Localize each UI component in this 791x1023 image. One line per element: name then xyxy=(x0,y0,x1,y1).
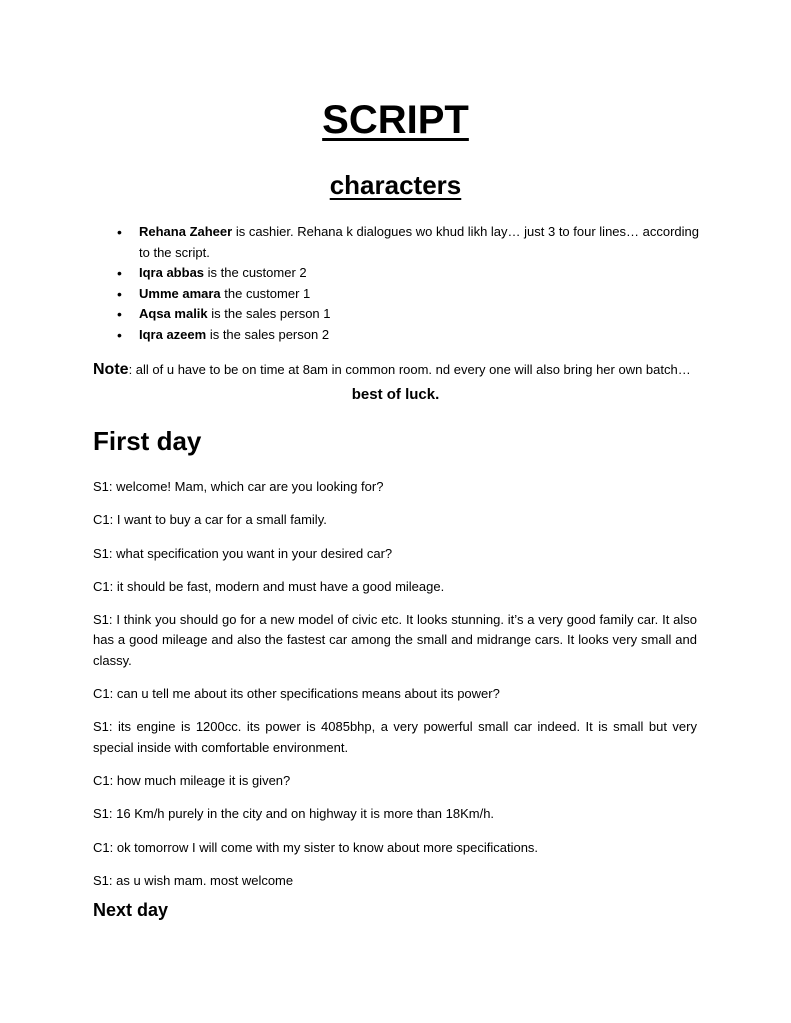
character-desc: is the sales person 1 xyxy=(207,306,331,321)
dialogue-line: C1: how much mileage it is given? xyxy=(93,772,291,788)
subtitle-text: characters xyxy=(329,170,462,200)
list-item xyxy=(139,325,699,346)
character-desc: is the sales person 2 xyxy=(206,326,330,342)
dialogue-line: S1: what specification you want in your desired car? xyxy=(93,545,393,561)
dialogue-line: S1: I think you should go for a new model of civic etc. It looks stunning. it’s a very good family car. It also has a good mileage and also the fastest car among the small and midrange cars. It looks very small and classy. xyxy=(93,612,697,668)
dialogue-section xyxy=(93,477,697,904)
dialogue-line: S1: 16 Km/h purely in the city and on highway it is more than 18Km/h. xyxy=(93,806,495,822)
list-item xyxy=(139,284,699,305)
note-label: Note xyxy=(93,361,129,378)
best-of-luck: best of luck. xyxy=(351,386,440,403)
character-desc: is the customer 2 xyxy=(204,265,307,280)
character-desc: the customer 1 xyxy=(220,285,311,301)
first-day-heading: First day xyxy=(93,426,202,456)
dialogue-line: C1: can u tell me about its other specifications means about its power? xyxy=(93,686,500,702)
dialogue-line: S1: its engine is 1200cc. its power is 4085bhp, a very powerful small car indeed. It is small but very special inside with comfortable environment. xyxy=(93,719,697,755)
dialogue-line: S1: welcome! Mam, which car are you looking for? xyxy=(93,479,384,494)
character-name: Iqra abbas xyxy=(139,265,205,280)
character-desc: is cashier. Rehana k dialogues wo khud likh lay… just 3 to four lines… according to the script. xyxy=(139,224,700,260)
list-item xyxy=(139,304,699,325)
character-name: Aqsa malik xyxy=(139,306,208,321)
dialogue-line: S1: as u wish mam. most welcome xyxy=(93,872,294,888)
dialogue-line: C1: ok tomorrow I will come with my sister to know about more specifications. xyxy=(93,839,539,855)
note-text: : all of u have to be on time at 8am in common room. nd every one will also bring her own batch… xyxy=(128,362,691,377)
note-paragraph xyxy=(93,361,703,379)
page-title xyxy=(0,98,791,143)
dialogue-line: C1: I want to buy a car for a small family. xyxy=(93,512,327,528)
character-name: Rehana Zaheer xyxy=(139,224,233,239)
dialogue-line: C1: it should be fast, modern and must have a good mileage. xyxy=(93,578,445,594)
character-name: Umme amara xyxy=(139,285,221,301)
title-text: SCRIPT xyxy=(322,98,469,142)
list-item xyxy=(139,263,699,284)
section-subtitle xyxy=(0,170,791,201)
next-day-heading: Next day xyxy=(93,900,169,920)
characters-list xyxy=(139,222,699,345)
character-name: Iqra azeem xyxy=(139,326,207,342)
list-item xyxy=(139,222,699,263)
